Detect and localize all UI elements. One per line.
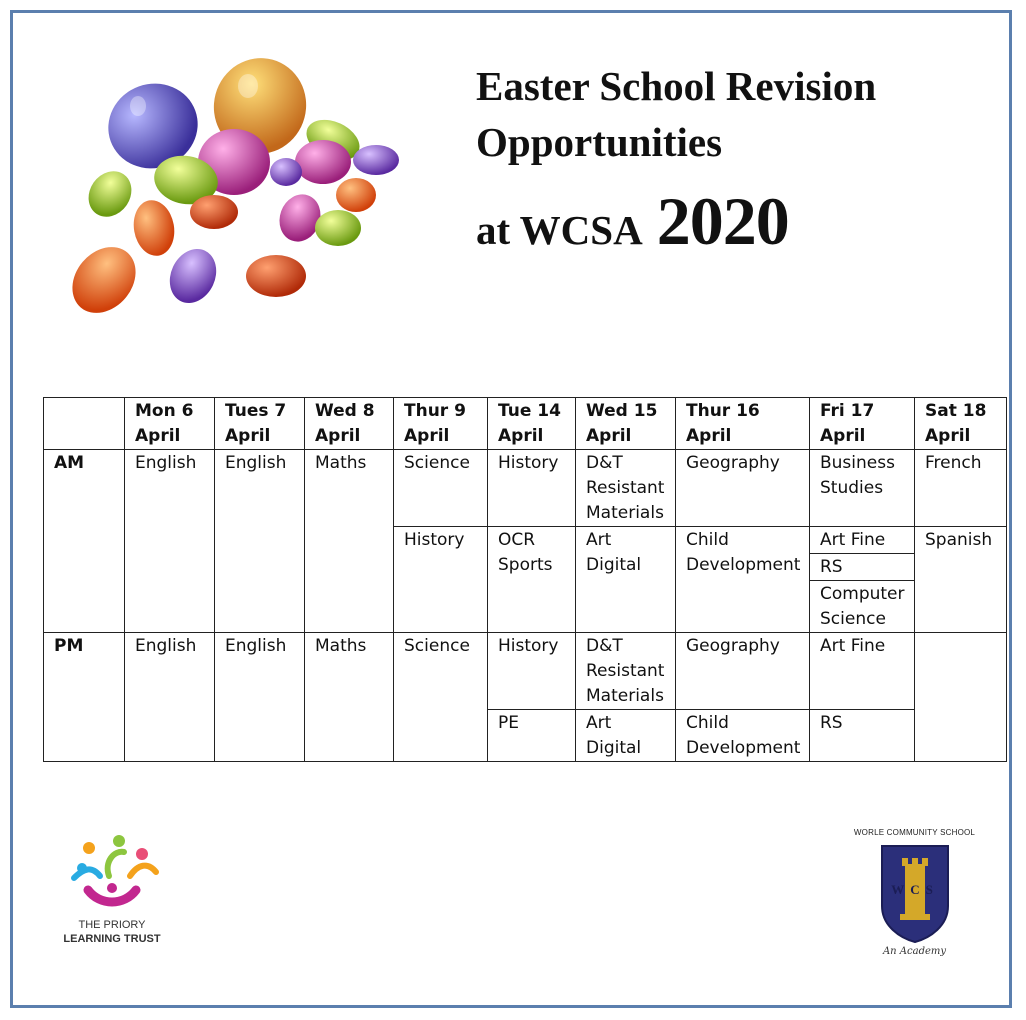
session-cell: PE [488,710,576,762]
corner-cell [44,398,125,450]
session-cell: RS [810,710,915,762]
title-line-1: Easter School Revision [476,63,877,109]
revision-timetable [43,397,1007,762]
day-header: Thur 9 April [394,398,488,450]
session-cell [915,633,1007,762]
wcs-crest-letters: WCS [891,882,939,897]
session-cell: English [215,450,305,633]
day-header: Tues 7 April [215,398,305,450]
session-cell: Science [394,633,488,762]
page-title [476,58,996,261]
day-header: Sat 18 April [915,398,1007,450]
session-cell: Science [394,450,488,527]
session-cell: D&T Resistant Materials [576,633,676,710]
title-line-3 [476,182,996,261]
session-cell: Business Studies [810,450,915,527]
session-cell: Spanish [915,527,1007,633]
session-cell: Computer Science [810,581,915,633]
priory-trust-caption: THE PRIORY LEARNING TRUST [63,919,161,945]
priory-trust-figures-icon [52,832,172,916]
session-cell: History [394,527,488,633]
title-year: 2020 [656,183,789,259]
header-row [44,398,1007,450]
session-cell: History [488,450,576,527]
session-cell: French [915,450,1007,527]
wcs-school-name: WORLE COMMUNITY SCHOOL [853,828,976,837]
session-cell: Art Fine [810,527,915,554]
day-header: Fri 17 April [810,398,915,450]
am-label: AM [44,450,125,633]
session-cell: D&T Resistant Materials [576,450,676,527]
session-cell: Maths [305,450,394,633]
day-header: Tue 14 April [488,398,576,450]
session-cell: History [488,633,576,710]
session-cell: Art Digital [576,710,676,762]
session-cell: Art Fine [810,633,915,710]
day-header: Mon 6 April [125,398,215,450]
day-header: Wed 8 April [305,398,394,450]
session-cell: RS [810,554,915,581]
priory-trust-logo [52,832,172,952]
session-cell: English [215,633,305,762]
pm-label: PM [44,633,125,762]
session-cell: Maths [305,633,394,762]
session-cell: Child Development [676,527,810,633]
session-cell: English [125,450,215,633]
pm-row [44,633,1007,710]
session-cell: Geography [676,633,810,710]
day-header: Wed 15 April [576,398,676,450]
session-cell: Child Development [676,710,810,762]
am-row [44,450,1007,527]
session-cell: Art Digital [576,527,676,633]
wcs-academy-label: An Academy [882,946,947,957]
wcs-crest-logo [852,828,977,968]
session-cell: Geography [676,450,810,527]
easter-eggs-image [48,50,408,332]
session-cell: OCR Sports [488,527,576,633]
title-line-2: Opportunities [476,119,723,165]
day-header: Thur 16 April [676,398,810,450]
session-cell: English [125,633,215,762]
title-location: at WCSA [476,207,643,253]
